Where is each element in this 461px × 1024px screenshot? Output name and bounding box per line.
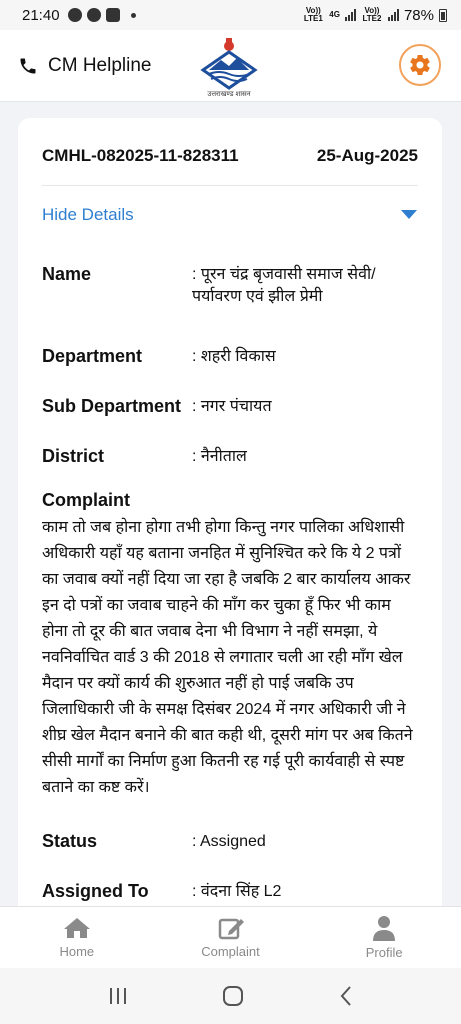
department-row [42, 346, 418, 368]
signal2-label: Vo)) LTE2 [362, 6, 382, 23]
nav-complaint[interactable] [154, 907, 308, 968]
sub-department-row [42, 396, 418, 418]
complaint-card [18, 118, 442, 918]
name-row [42, 264, 418, 308]
complaint-text: काम तो जब होना होगा तभी होगा किन्तु नगर पालिका अधिशासी अधिकारी यहाँ यह बताना जनहित में सुनिश्चित करे कि ये 2 पत्रों का जवाब क्यों नहीं दिया जा रहा है जबकि 2 बार कार्यालय आकर इन दो पत्रों का जवाब चाहने की माँग कर चुका हूँ फिर भी काम होना तो दूर की बात जवाब देना भी विभाग ने नहीं समझा, ये नवनिर्वाचित वार्ड 3 की 2018 से लगातार चली आ रही माँग खेल मैदान पर क्यों कार्य की शुरुआत नहीं हो पाई जबकि उप जिलाधिकारी जी के समक्ष दिसंबर 2024 में नगर अधिकारी जी ने शीघ्र खेल मैदान बनाने की बात कही थी, दूसरी मांग पर अब कितने सीसी मार्गों का निर्माण हुआ कितनी रह गई पूरी कार्यवाही से स्पष्ट बताने का कष्ट करें। [42, 519, 413, 796]
person-icon [372, 915, 396, 941]
bottom-nav [0, 906, 461, 968]
district-row [42, 446, 418, 468]
nav-profile-label: Profile [365, 945, 403, 960]
caret-down-icon [400, 209, 418, 221]
status-value: : Assigned [192, 833, 266, 850]
emblem-icon [197, 34, 261, 98]
network-type: 4G [329, 10, 340, 19]
assigned-to-label: Assigned To [42, 881, 149, 901]
recents-icon[interactable] [107, 986, 129, 1006]
logo-caption: उत्तराखण्ड शासन [207, 91, 251, 98]
notification-icon [68, 8, 82, 22]
assigned-to-row [42, 881, 418, 903]
phone-icon [18, 56, 38, 76]
complaint-header [42, 126, 418, 186]
edit-icon [217, 916, 245, 940]
home-button-icon[interactable] [222, 985, 244, 1007]
uttarakhand-logo [197, 34, 261, 98]
status-bar [0, 0, 461, 30]
complaint-date: 25-Aug-2025 [316, 145, 418, 165]
home-icon [63, 916, 91, 940]
toggle-label: Hide Details [42, 205, 134, 224]
settings-button[interactable] [399, 44, 441, 86]
gallery-icon [106, 8, 120, 22]
status-time: 21:40 [22, 6, 60, 24]
name-value: : पूरन चंद्र बृजवासी समाज सेवी/ पर्यावरण एवं झील प्रेमी [192, 266, 376, 305]
system-nav-bar [0, 968, 461, 1024]
sub-department-label: Sub Department [42, 396, 182, 416]
district-value: : नैनीताल [192, 448, 247, 465]
nav-profile[interactable] [307, 907, 461, 968]
assigned-to-value: : वंदना सिंह L2 [192, 883, 282, 900]
department-value: : शहरी विकास [192, 348, 276, 365]
signal2-icon [388, 9, 399, 21]
back-icon[interactable] [338, 985, 354, 1007]
gear-icon [408, 53, 432, 77]
signal1-label: Vo)) LTE1 [303, 6, 323, 23]
battery-level: 78% [403, 6, 434, 24]
nav-home-label: Home [59, 944, 95, 959]
name-label: Name [42, 264, 92, 284]
sub-department-value: : नगर पंचायत [192, 398, 272, 415]
hide-details-toggle[interactable] [42, 186, 418, 244]
helpline-label: CM Helpline [48, 54, 152, 76]
more-dot-icon [131, 13, 136, 18]
cm-helpline-button[interactable] [18, 55, 151, 77]
signal1-icon [345, 9, 356, 21]
complaint-id: CMHL-082025-11-828311 [42, 145, 239, 165]
whatsapp-icon [87, 8, 101, 22]
department-label: Department [42, 346, 143, 366]
app-bar [0, 30, 461, 102]
nav-complaint-label: Complaint [201, 944, 260, 959]
district-label: District [42, 446, 105, 466]
complaint-label: Complaint [42, 490, 130, 510]
battery-icon [439, 9, 447, 22]
nav-home[interactable] [0, 907, 154, 968]
status-row [42, 831, 418, 853]
status-label: Status [42, 831, 98, 851]
